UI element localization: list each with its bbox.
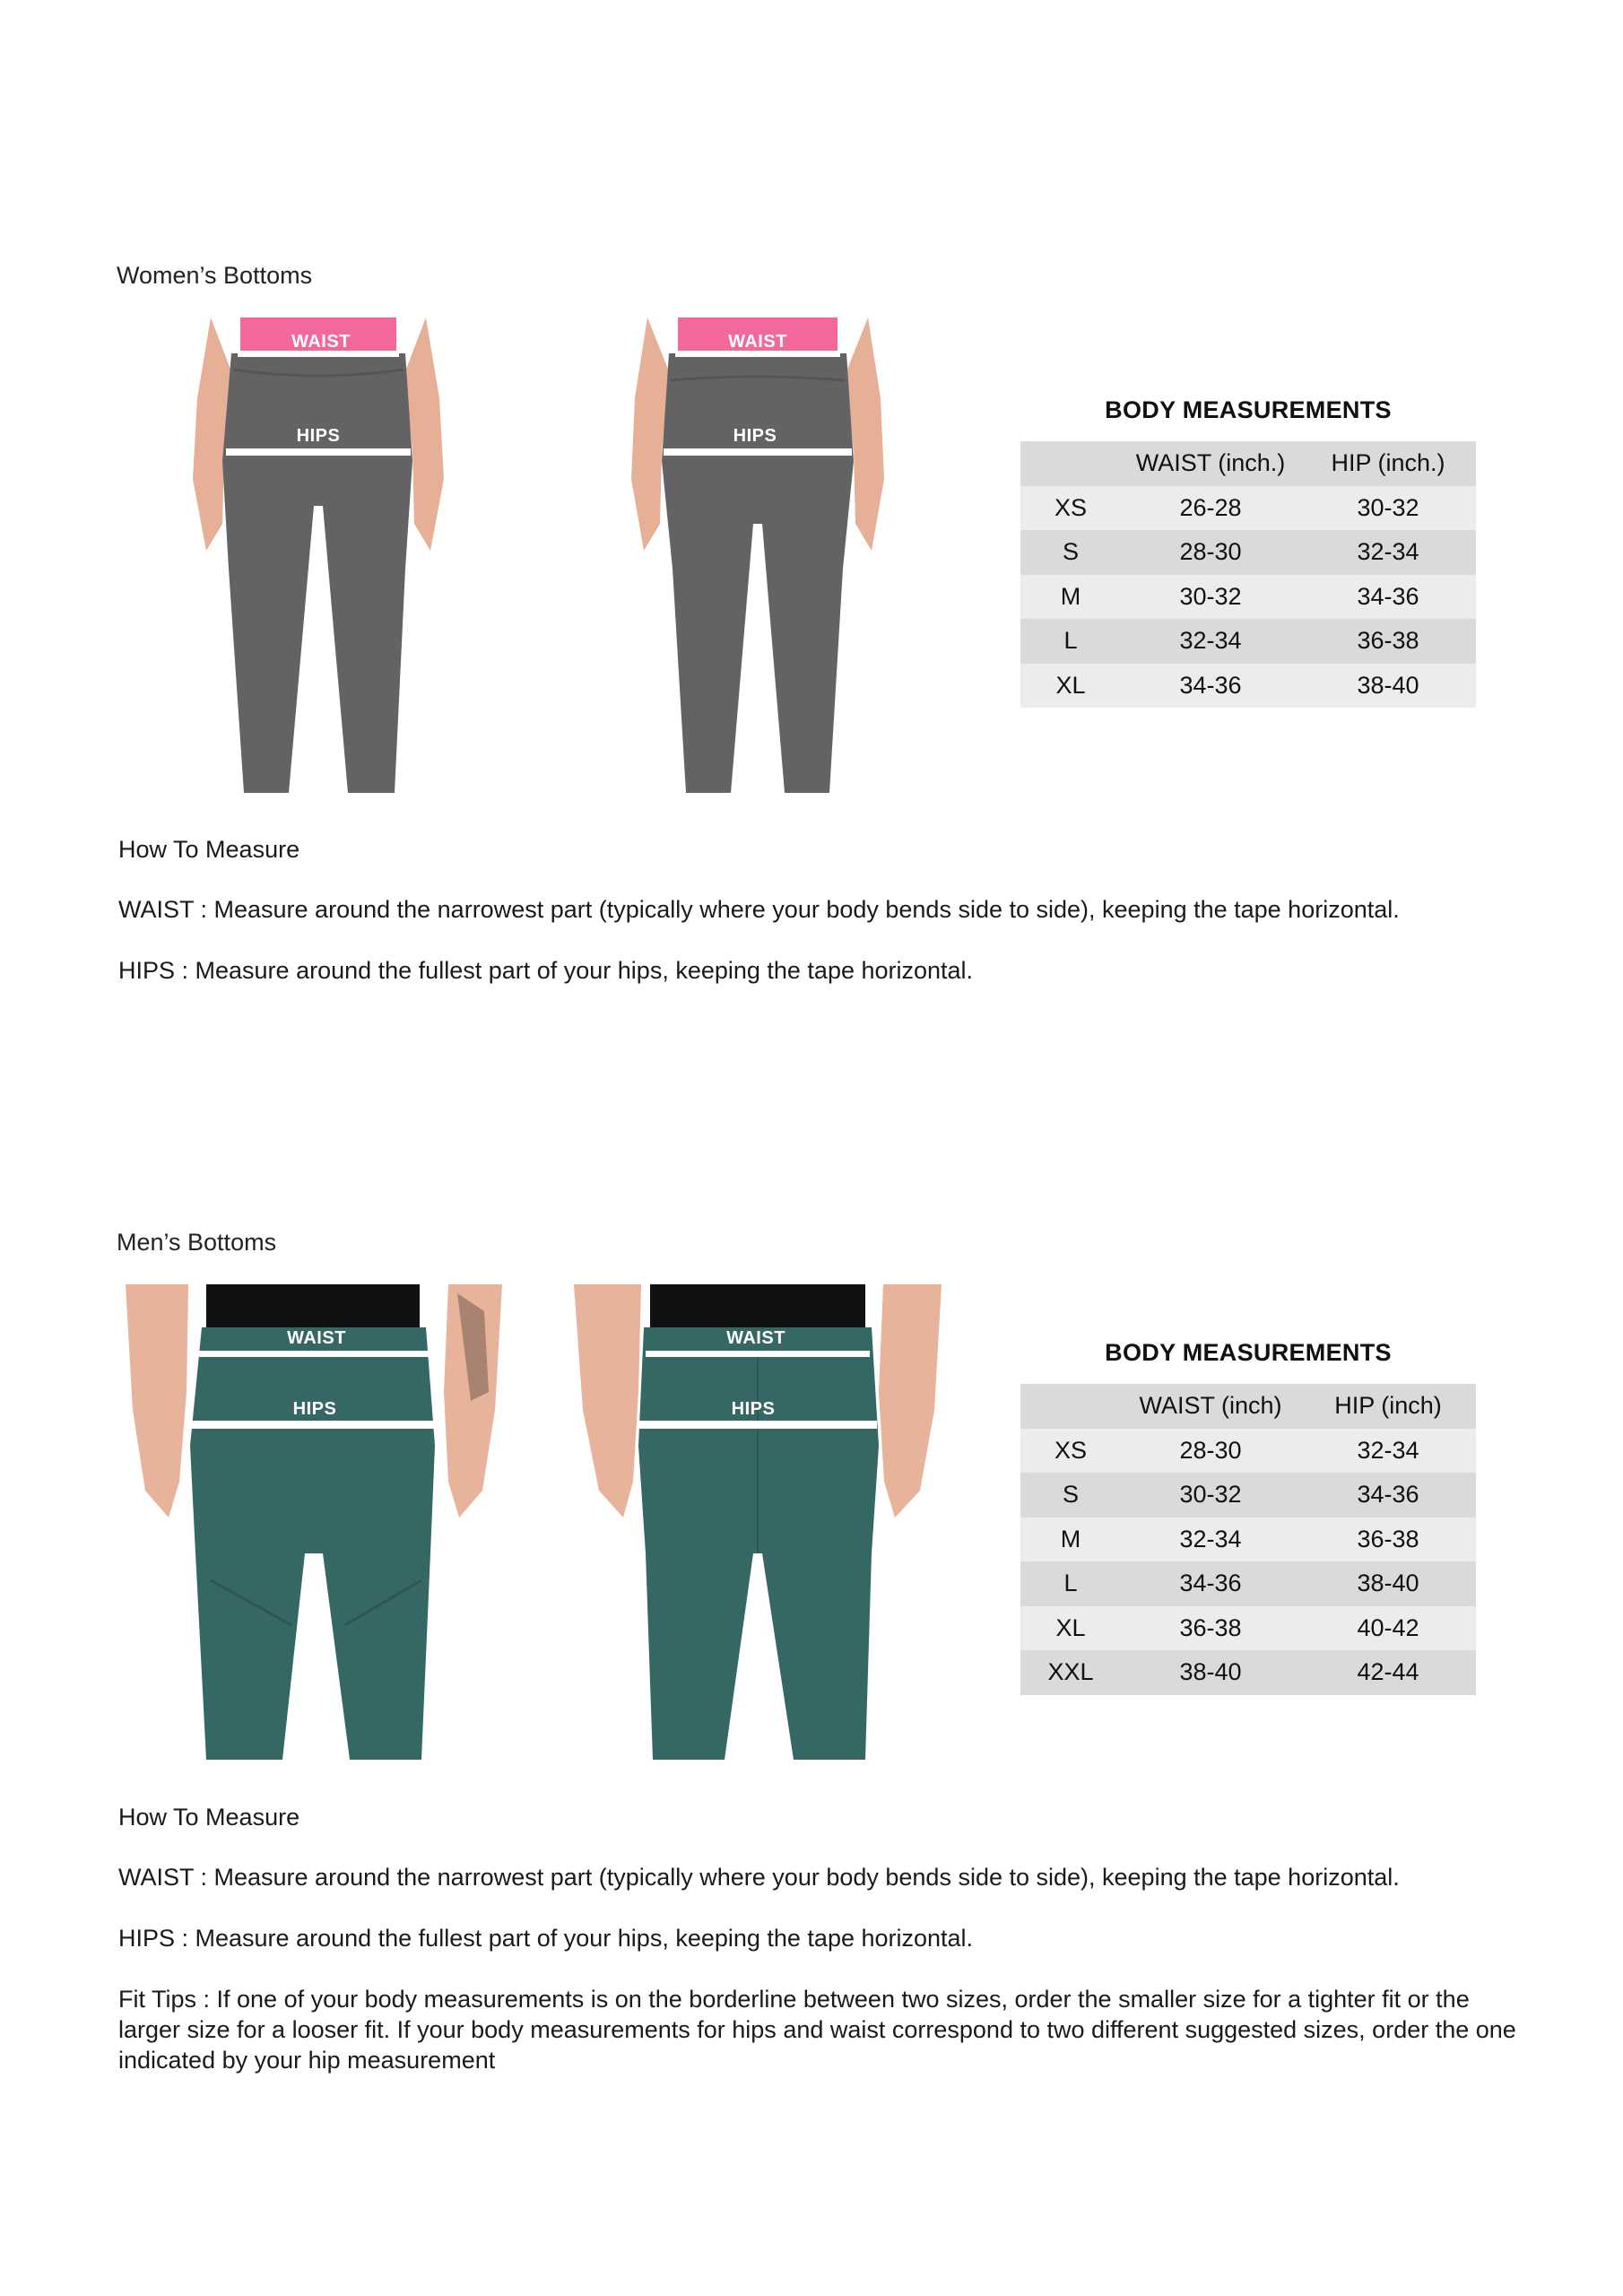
table-header-row <box>1020 441 1476 486</box>
table-row <box>1020 1561 1476 1606</box>
table-row <box>1020 486 1476 531</box>
table-cell: 34-36 <box>1357 582 1419 610</box>
table-row <box>1020 664 1476 709</box>
table-row <box>1020 619 1476 664</box>
table-cell: 28-30 <box>1179 1436 1242 1464</box>
table-row <box>1020 1429 1476 1474</box>
table-row <box>1020 1606 1476 1651</box>
table-cell: XL <box>1055 671 1086 699</box>
table-cell: 38-40 <box>1179 1658 1242 1686</box>
table-header-cell: HIP (inch.) <box>1331 449 1445 477</box>
table-cell: S <box>1062 1481 1079 1509</box>
table-cell: 32-34 <box>1357 538 1419 566</box>
men-back-hips-tape <box>638 1421 877 1429</box>
table-cell: 32-34 <box>1357 1436 1419 1464</box>
men-size-table <box>1020 1384 1476 1695</box>
table-cell: 34-36 <box>1179 671 1242 699</box>
men-back-waist-tape <box>646 1351 870 1357</box>
table-cell: 34-36 <box>1179 1570 1242 1597</box>
table-row <box>1020 1650 1476 1695</box>
men-hips-instruction: HIPS : Measure around the fullest part of your hips, keeping the tape horizontal. <box>118 1925 974 1952</box>
men-waist-instruction: WAIST : Measure around the narrowest part (typically where your body bends side to side), keeping the tape horizontal. <box>118 1864 1400 1891</box>
table-cell: XXL <box>1047 1658 1094 1686</box>
women-hips-instruction: HIPS : Measure around the fullest part of your hips, keeping the tape horizontal. <box>118 957 974 984</box>
women-front-waist-tape <box>238 351 399 357</box>
table-row <box>1020 530 1476 575</box>
women-front-hips-tape <box>226 448 411 456</box>
women-front-hips-label: HIPS <box>296 426 341 446</box>
women-measurements <box>1020 396 1476 708</box>
women-section-title: Women’s Bottoms <box>117 262 313 289</box>
men-back-figure <box>574 1284 942 1760</box>
men-section-title: Men’s Bottoms <box>117 1229 277 1256</box>
table-cell: 38-40 <box>1357 1570 1419 1597</box>
men-front-hips-tape <box>192 1421 436 1429</box>
table-cell: XS <box>1054 493 1088 521</box>
table-cell: 42-44 <box>1357 1658 1419 1686</box>
table-cell: L <box>1063 1570 1078 1597</box>
men-back-waist-label: WAIST <box>726 1328 785 1348</box>
table-header-cell <box>1020 441 1121 486</box>
table-cell: XL <box>1055 1613 1086 1641</box>
men-measurements <box>1020 1339 1476 1695</box>
men-back-hips-label: HIPS <box>731 1399 776 1419</box>
table-cell: L <box>1063 627 1078 655</box>
women-measurements-title: BODY MEASUREMENTS <box>1105 396 1392 423</box>
table-cell: 30-32 <box>1179 1481 1242 1509</box>
table-row <box>1020 1518 1476 1562</box>
women-front-figure <box>188 317 448 793</box>
women-back-figure <box>628 317 888 793</box>
men-how-to-measure-heading: How To Measure <box>118 1804 300 1831</box>
women-back-hips-label: HIPS <box>733 426 777 446</box>
men-front-waist-label: WAIST <box>287 1328 346 1348</box>
table-cell: M <box>1060 582 1081 610</box>
table-cell: 30-32 <box>1179 582 1242 610</box>
table-cell: 36-38 <box>1357 1525 1419 1552</box>
table-header-cell: WAIST (inch) <box>1139 1392 1282 1420</box>
table-cell: XS <box>1054 1436 1088 1464</box>
table-cell: 30-32 <box>1357 493 1419 521</box>
men-front-waist-tape <box>199 1351 430 1357</box>
table-row <box>1020 1473 1476 1518</box>
table-cell: S <box>1062 538 1079 566</box>
table-cell: M <box>1060 1525 1081 1552</box>
women-how-to-measure-heading: How To Measure <box>118 836 300 863</box>
women-front-waist-label: WAIST <box>291 332 351 352</box>
table-header-row <box>1020 1384 1476 1429</box>
table-cell: 32-34 <box>1179 1525 1242 1552</box>
women-back-waist-label: WAIST <box>728 332 787 352</box>
table-cell: 38-40 <box>1357 671 1419 699</box>
men-front-hips-label: HIPS <box>292 1399 337 1419</box>
women-waist-instruction: WAIST : Measure around the narrowest part (typically where your body bends side to side), keeping the tape horizontal. <box>118 896 1400 923</box>
women-size-table <box>1020 441 1476 708</box>
women-back-waist-tape <box>675 351 840 357</box>
women-back-hips-tape <box>664 448 852 456</box>
table-cell: 36-38 <box>1357 627 1419 655</box>
table-cell: 40-42 <box>1357 1613 1419 1641</box>
table-cell: 32-34 <box>1179 627 1242 655</box>
table-row <box>1020 575 1476 620</box>
table-header-cell: HIP (inch) <box>1334 1392 1442 1420</box>
table-cell: 28-30 <box>1179 538 1242 566</box>
men-front-figure <box>126 1284 502 1760</box>
table-header-cell: WAIST (inch.) <box>1135 449 1286 477</box>
table-cell: 26-28 <box>1179 493 1242 521</box>
table-cell: 36-38 <box>1179 1613 1242 1641</box>
table-cell: 34-36 <box>1357 1481 1419 1509</box>
men-fit-tips: Fit Tips : If one of your body measurements is on the borderline between two sizes, order the smaller size for a tighter fit or the larger size for a looser fit. If your body measurements for hips and waist correspond to two different suggested sizes, order the one indicated by your hip measurement <box>118 1986 1516 2074</box>
men-measurements-title: BODY MEASUREMENTS <box>1105 1339 1392 1366</box>
table-header-cell <box>1020 1384 1121 1429</box>
